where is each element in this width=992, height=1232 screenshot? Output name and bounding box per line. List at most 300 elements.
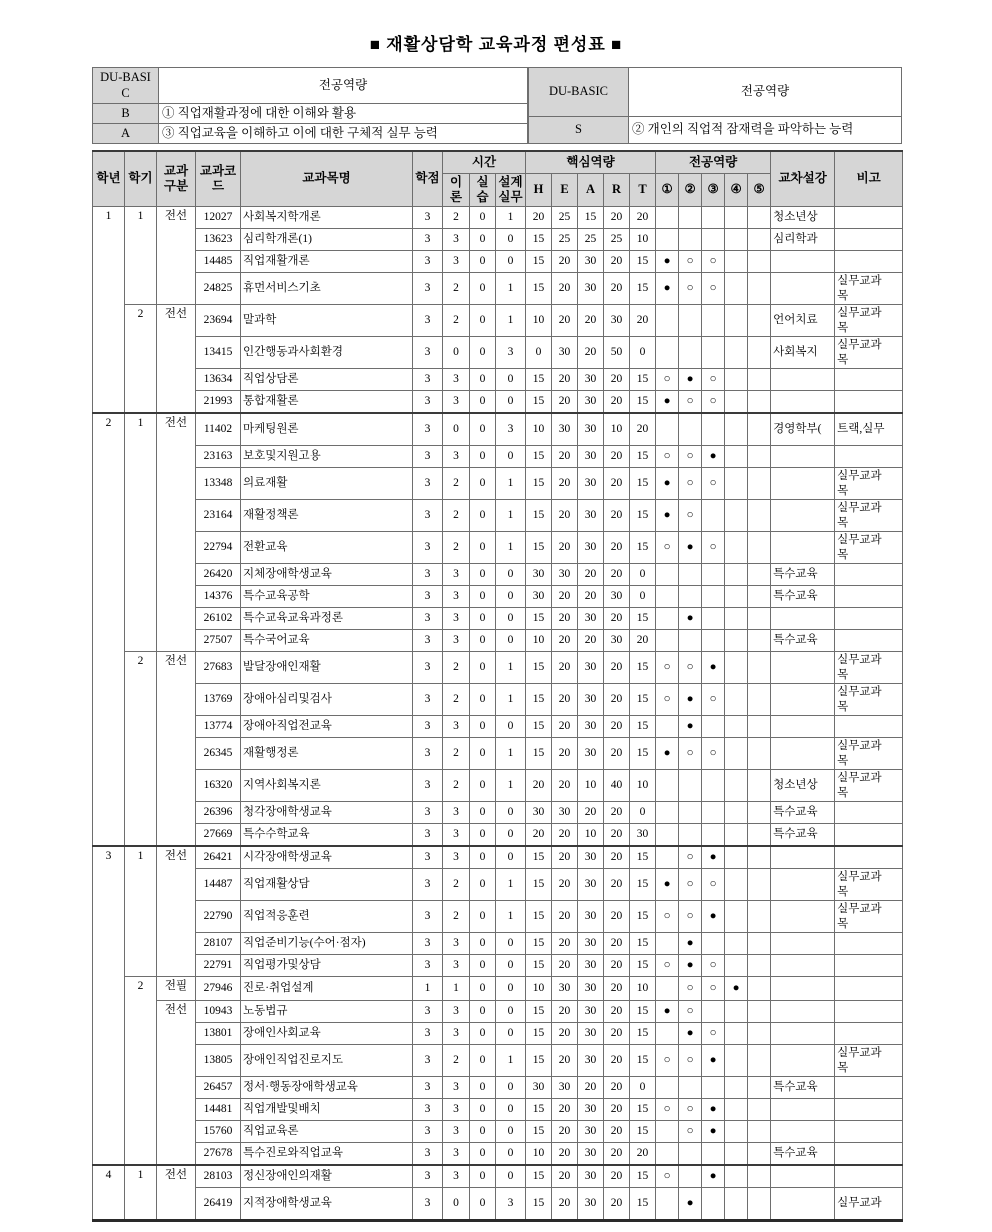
heart-score-T: 20 (630, 207, 656, 229)
course-code: 26345 (196, 738, 241, 770)
note-cell (835, 608, 903, 630)
heart-score-T: 20 (630, 630, 656, 652)
note-cell (835, 391, 903, 414)
major-competency-mark-1 (656, 229, 679, 251)
course-name: 직업상담론 (241, 369, 413, 391)
major-competency-mark-5 (748, 802, 771, 824)
cross-listing-cell (771, 446, 835, 468)
heart-score-R: 20 (604, 977, 630, 1001)
major-competency-mark-5 (748, 738, 771, 770)
competency-desc: ② 개인의 직업적 잠재력을 파악하는 능력 (629, 116, 902, 143)
col-header-core-group: 핵심역량 (526, 151, 656, 174)
practice-hours: 0 (470, 955, 496, 977)
col-header-R: R (604, 174, 630, 207)
heart-score-H: 15 (526, 933, 552, 955)
design-hours: 1 (496, 273, 526, 305)
theory-hours: 3 (443, 446, 470, 468)
course-row (93, 1121, 903, 1143)
heart-score-T: 0 (630, 337, 656, 369)
practice-hours: 0 (470, 586, 496, 608)
major-competency-mark-2 (679, 413, 702, 446)
table-row (93, 68, 528, 104)
heart-score-A: 30 (578, 273, 604, 305)
credit-cell: 3 (413, 1099, 443, 1121)
design-hours: 1 (496, 305, 526, 337)
course-name: 심리학개론(1) (241, 229, 413, 251)
major-competency-mark-1 (656, 1188, 679, 1221)
course-row (93, 738, 903, 770)
major-competency-mark-5 (748, 1188, 771, 1221)
major-competency-mark-5 (748, 1099, 771, 1121)
theory-hours: 3 (443, 1121, 470, 1143)
course-name: 노동법규 (241, 1001, 413, 1023)
major-competency-mark-1: ○ (656, 532, 679, 564)
note-cell (835, 1143, 903, 1166)
major-competency-mark-2: ○ (679, 468, 702, 500)
major-competency-mark-1 (656, 802, 679, 824)
heart-score-A: 30 (578, 652, 604, 684)
note-cell: 실무교과 (835, 1188, 903, 1221)
theory-hours: 0 (443, 413, 470, 446)
course-code: 26421 (196, 846, 241, 869)
design-hours: 1 (496, 901, 526, 933)
course-row (93, 251, 903, 273)
credit-cell: 3 (413, 413, 443, 446)
major-competency-mark-1: ● (656, 391, 679, 414)
heart-score-A: 15 (578, 207, 604, 229)
course-code: 13805 (196, 1045, 241, 1077)
credit-cell: 3 (413, 684, 443, 716)
major-competency-mark-1 (656, 608, 679, 630)
course-name: 휴먼서비스기초 (241, 273, 413, 305)
cross-listing-cell (771, 273, 835, 305)
major-competency-mark-5 (748, 273, 771, 305)
major-competency-mark-1: ○ (656, 1045, 679, 1077)
course-name: 진로·취업설계 (241, 977, 413, 1001)
course-name: 특수교육교육과정론 (241, 608, 413, 630)
table-row (93, 104, 528, 124)
col-header-major-5: ⑤ (748, 174, 771, 207)
course-name: 장애인사회교육 (241, 1023, 413, 1045)
heart-score-T: 15 (630, 532, 656, 564)
credit-cell: 3 (413, 1121, 443, 1143)
col-header-category: 교과구분 (157, 151, 196, 207)
course-name: 청각장애학생교육 (241, 802, 413, 824)
heart-score-R: 20 (604, 532, 630, 564)
heart-score-A: 30 (578, 1121, 604, 1143)
heart-score-H: 30 (526, 564, 552, 586)
major-competency-mark-3 (702, 500, 725, 532)
heart-score-E: 20 (552, 1099, 578, 1121)
heart-score-A: 30 (578, 1188, 604, 1221)
course-name: 직업재활상담 (241, 869, 413, 901)
course-code: 27507 (196, 630, 241, 652)
course-row (93, 564, 903, 586)
cross-listing-cell: 청소년상 (771, 207, 835, 229)
major-competency-mark-2: ○ (679, 273, 702, 305)
course-code: 11402 (196, 413, 241, 446)
heart-score-H: 15 (526, 608, 552, 630)
practice-hours: 0 (470, 608, 496, 630)
course-row (93, 977, 903, 1001)
major-competency-mark-2: ○ (679, 869, 702, 901)
practice-hours: 0 (470, 652, 496, 684)
course-code: 22794 (196, 532, 241, 564)
course-name: 특수수학교육 (241, 824, 413, 847)
practice-hours: 0 (470, 446, 496, 468)
course-code: 10943 (196, 1001, 241, 1023)
major-competency-mark-1 (656, 824, 679, 847)
practice-hours: 0 (470, 901, 496, 933)
major-competency-mark-1 (656, 770, 679, 802)
heart-score-R: 20 (604, 1143, 630, 1166)
cross-listing-cell (771, 955, 835, 977)
col-header-T: T (630, 174, 656, 207)
heart-score-R: 25 (604, 229, 630, 251)
major-competency-mark-2: ○ (679, 652, 702, 684)
major-competency-mark-3 (702, 586, 725, 608)
col-header-A: A (578, 174, 604, 207)
theory-hours: 2 (443, 305, 470, 337)
heart-score-A: 30 (578, 1001, 604, 1023)
design-hours: 0 (496, 846, 526, 869)
heart-score-H: 15 (526, 955, 552, 977)
du-basic-table-left (92, 67, 528, 144)
major-competency-mark-4 (725, 738, 748, 770)
note-cell: 실무교과목 (835, 500, 903, 532)
cross-listing-cell (771, 532, 835, 564)
theory-hours: 0 (443, 1188, 470, 1221)
heart-score-T: 15 (630, 716, 656, 738)
note-cell: 실무교과목 (835, 337, 903, 369)
heart-score-R: 20 (604, 846, 630, 869)
heart-score-R: 30 (604, 586, 630, 608)
heart-score-H: 15 (526, 273, 552, 305)
col-header-major-3: ③ (702, 174, 725, 207)
heart-score-R: 20 (604, 955, 630, 977)
heart-score-E: 20 (552, 770, 578, 802)
heart-score-E: 20 (552, 391, 578, 414)
course-name: 시각장애학생교육 (241, 846, 413, 869)
heart-score-E: 20 (552, 933, 578, 955)
credit-cell: 3 (413, 337, 443, 369)
major-competency-mark-3: ● (702, 446, 725, 468)
heart-score-H: 20 (526, 770, 552, 802)
heart-score-T: 15 (630, 1121, 656, 1143)
major-competency-mark-3: ○ (702, 977, 725, 1001)
course-name: 직업개발및배치 (241, 1099, 413, 1121)
major-competency-mark-4 (725, 1165, 748, 1188)
cross-listing-cell (771, 684, 835, 716)
credit-cell: 3 (413, 652, 443, 684)
heart-score-T: 15 (630, 446, 656, 468)
heart-score-H: 30 (526, 802, 552, 824)
major-competency-mark-2: ○ (679, 1099, 702, 1121)
course-code: 14485 (196, 251, 241, 273)
du-basic-section (92, 67, 900, 144)
heart-score-A: 30 (578, 608, 604, 630)
note-cell (835, 1023, 903, 1045)
major-competency-mark-4: ● (725, 977, 748, 1001)
cross-listing-cell (771, 369, 835, 391)
major-competency-mark-3: ● (702, 1045, 725, 1077)
heart-score-A: 30 (578, 716, 604, 738)
theory-hours: 2 (443, 500, 470, 532)
theory-hours: 1 (443, 977, 470, 1001)
theory-hours: 3 (443, 391, 470, 414)
theory-hours: 2 (443, 652, 470, 684)
cross-listing-cell (771, 468, 835, 500)
course-code: 27946 (196, 977, 241, 1001)
major-competency-mark-3 (702, 1077, 725, 1099)
heart-score-E: 20 (552, 630, 578, 652)
theory-hours: 3 (443, 630, 470, 652)
credit-cell: 3 (413, 1045, 443, 1077)
major-competency-mark-5 (748, 1023, 771, 1045)
major-competency-mark-1: ● (656, 1001, 679, 1023)
year-cell: 4 (93, 1165, 125, 1221)
theory-hours: 3 (443, 1143, 470, 1166)
cross-listing-cell (771, 738, 835, 770)
major-competency-mark-5 (748, 564, 771, 586)
cross-listing-cell: 특수교육 (771, 630, 835, 652)
design-hours: 0 (496, 802, 526, 824)
note-cell: 실무교과목 (835, 1045, 903, 1077)
heart-score-E: 20 (552, 1188, 578, 1221)
heart-score-A: 10 (578, 770, 604, 802)
heart-score-A: 30 (578, 955, 604, 977)
credit-cell: 3 (413, 1143, 443, 1166)
course-code: 27678 (196, 1143, 241, 1166)
heart-score-A: 30 (578, 532, 604, 564)
major-competency-mark-5 (748, 229, 771, 251)
major-competency-mark-5 (748, 1165, 771, 1188)
practice-hours: 0 (470, 564, 496, 586)
major-competency-mark-1 (656, 1121, 679, 1143)
cross-listing-cell (771, 977, 835, 1001)
cross-listing-cell (771, 1001, 835, 1023)
theory-hours: 3 (443, 369, 470, 391)
cross-listing-cell (771, 1165, 835, 1188)
major-competency-mark-4 (725, 955, 748, 977)
course-code: 14481 (196, 1099, 241, 1121)
major-competency-mark-3: ○ (702, 273, 725, 305)
major-competency-mark-2 (679, 207, 702, 229)
competency-header: 전공역량 (159, 68, 528, 104)
competency-header: 전공역량 (629, 68, 902, 117)
design-hours: 0 (496, 955, 526, 977)
du-basic-code: A (93, 124, 159, 144)
semester-cell: 1 (125, 846, 157, 977)
heart-score-H: 15 (526, 251, 552, 273)
course-name: 지적장애학생교육 (241, 1188, 413, 1221)
course-code: 13623 (196, 229, 241, 251)
course-row (93, 955, 903, 977)
major-competency-mark-3 (702, 1188, 725, 1221)
heart-score-R: 20 (604, 933, 630, 955)
heart-score-E: 20 (552, 955, 578, 977)
theory-hours: 3 (443, 229, 470, 251)
major-competency-mark-4 (725, 770, 748, 802)
course-row (93, 824, 903, 847)
design-hours: 0 (496, 824, 526, 847)
heart-score-H: 15 (526, 532, 552, 564)
practice-hours: 0 (470, 532, 496, 564)
credit-cell: 3 (413, 369, 443, 391)
category-cell: 전선 (157, 207, 196, 305)
course-row (93, 869, 903, 901)
major-competency-mark-4 (725, 716, 748, 738)
major-competency-mark-5 (748, 608, 771, 630)
course-name: 직업재활개론 (241, 251, 413, 273)
du-basic-code: S (529, 116, 629, 143)
note-cell (835, 229, 903, 251)
heart-score-A: 30 (578, 1143, 604, 1166)
major-competency-mark-3 (702, 564, 725, 586)
course-code: 13348 (196, 468, 241, 500)
heart-score-H: 15 (526, 468, 552, 500)
major-competency-mark-4 (725, 630, 748, 652)
note-cell (835, 1165, 903, 1188)
heart-score-E: 20 (552, 468, 578, 500)
major-competency-mark-4 (725, 251, 748, 273)
heart-score-R: 20 (604, 1001, 630, 1023)
theory-hours: 2 (443, 684, 470, 716)
credit-cell: 1 (413, 977, 443, 1001)
major-competency-mark-3: ● (702, 846, 725, 869)
major-competency-mark-4 (725, 933, 748, 955)
heart-score-R: 20 (604, 1188, 630, 1221)
major-competency-mark-3: ● (702, 901, 725, 933)
course-name: 정신장애인의재활 (241, 1165, 413, 1188)
theory-hours: 2 (443, 273, 470, 305)
year-cell: 2 (93, 413, 125, 846)
col-header-code: 교과코드 (196, 151, 241, 207)
major-competency-mark-3: ○ (702, 869, 725, 901)
credit-cell: 3 (413, 229, 443, 251)
major-competency-mark-2: ○ (679, 977, 702, 1001)
major-competency-mark-1: ○ (656, 901, 679, 933)
heart-score-R: 20 (604, 500, 630, 532)
note-cell (835, 1077, 903, 1099)
cross-listing-cell (771, 1188, 835, 1221)
heart-score-A: 20 (578, 802, 604, 824)
col-header-practice: 실습 (470, 174, 496, 207)
course-row (93, 369, 903, 391)
major-competency-mark-3 (702, 207, 725, 229)
semester-cell: 2 (125, 977, 157, 1166)
major-competency-mark-3: ● (702, 1121, 725, 1143)
major-competency-mark-4 (725, 652, 748, 684)
design-hours: 0 (496, 586, 526, 608)
design-hours: 0 (496, 716, 526, 738)
cross-listing-cell: 특수교육 (771, 824, 835, 847)
heart-score-E: 20 (552, 500, 578, 532)
major-competency-mark-2: ● (679, 1188, 702, 1221)
heart-score-E: 20 (552, 273, 578, 305)
cross-listing-cell (771, 1121, 835, 1143)
credit-cell: 3 (413, 901, 443, 933)
course-code: 22791 (196, 955, 241, 977)
heart-score-E: 20 (552, 716, 578, 738)
design-hours: 1 (496, 468, 526, 500)
major-competency-mark-2: ● (679, 933, 702, 955)
design-hours: 1 (496, 207, 526, 229)
heart-score-T: 10 (630, 770, 656, 802)
course-row (93, 500, 903, 532)
cross-listing-cell (771, 1023, 835, 1045)
cross-listing-cell: 특수교육 (771, 586, 835, 608)
major-competency-mark-5 (748, 391, 771, 414)
heart-score-T: 15 (630, 500, 656, 532)
practice-hours: 0 (470, 716, 496, 738)
heart-score-R: 20 (604, 1077, 630, 1099)
major-competency-mark-3 (702, 229, 725, 251)
practice-hours: 0 (470, 1001, 496, 1023)
course-row (93, 1165, 903, 1188)
heart-score-T: 15 (630, 846, 656, 869)
course-row (93, 770, 903, 802)
cross-listing-cell (771, 652, 835, 684)
course-code: 13801 (196, 1023, 241, 1045)
practice-hours: 0 (470, 1077, 496, 1099)
heart-score-E: 25 (552, 229, 578, 251)
heart-score-R: 10 (604, 413, 630, 446)
course-name: 직업적응훈련 (241, 901, 413, 933)
note-cell: 실무교과목 (835, 468, 903, 500)
practice-hours: 0 (470, 369, 496, 391)
course-name: 직업평가및상담 (241, 955, 413, 977)
competency-desc: ① 직업재활과정에 대한 이해와 활용 (159, 104, 528, 124)
major-competency-mark-5 (748, 846, 771, 869)
major-competency-mark-3: ○ (702, 738, 725, 770)
du-basic-label: DU-BASIC (529, 68, 629, 117)
du-basic-code: B (93, 104, 159, 124)
credit-cell: 3 (413, 446, 443, 468)
note-cell (835, 1121, 903, 1143)
credit-cell: 3 (413, 273, 443, 305)
heart-score-T: 15 (630, 738, 656, 770)
major-competency-mark-5 (748, 1143, 771, 1166)
year-cell: 1 (93, 207, 125, 414)
cross-listing-cell (771, 901, 835, 933)
design-hours: 1 (496, 770, 526, 802)
course-name: 전환교육 (241, 532, 413, 564)
major-competency-mark-3 (702, 413, 725, 446)
heart-score-R: 20 (604, 608, 630, 630)
major-competency-mark-1 (656, 630, 679, 652)
major-competency-mark-3: ○ (702, 251, 725, 273)
heart-score-H: 15 (526, 1023, 552, 1045)
major-competency-mark-1: ● (656, 738, 679, 770)
heart-score-A: 30 (578, 413, 604, 446)
heart-score-A: 20 (578, 337, 604, 369)
col-header-major-4: ④ (725, 174, 748, 207)
heart-score-T: 20 (630, 413, 656, 446)
major-competency-mark-5 (748, 1045, 771, 1077)
heart-score-T: 0 (630, 1077, 656, 1099)
theory-hours: 3 (443, 1077, 470, 1099)
cross-listing-cell: 특수교육 (771, 1077, 835, 1099)
practice-hours: 0 (470, 977, 496, 1001)
du-basic-table-right (528, 67, 902, 144)
major-competency-mark-1: ○ (656, 1165, 679, 1188)
heart-score-A: 30 (578, 369, 604, 391)
major-competency-mark-4 (725, 1045, 748, 1077)
note-cell (835, 369, 903, 391)
major-competency-mark-1 (656, 586, 679, 608)
heart-score-A: 25 (578, 229, 604, 251)
